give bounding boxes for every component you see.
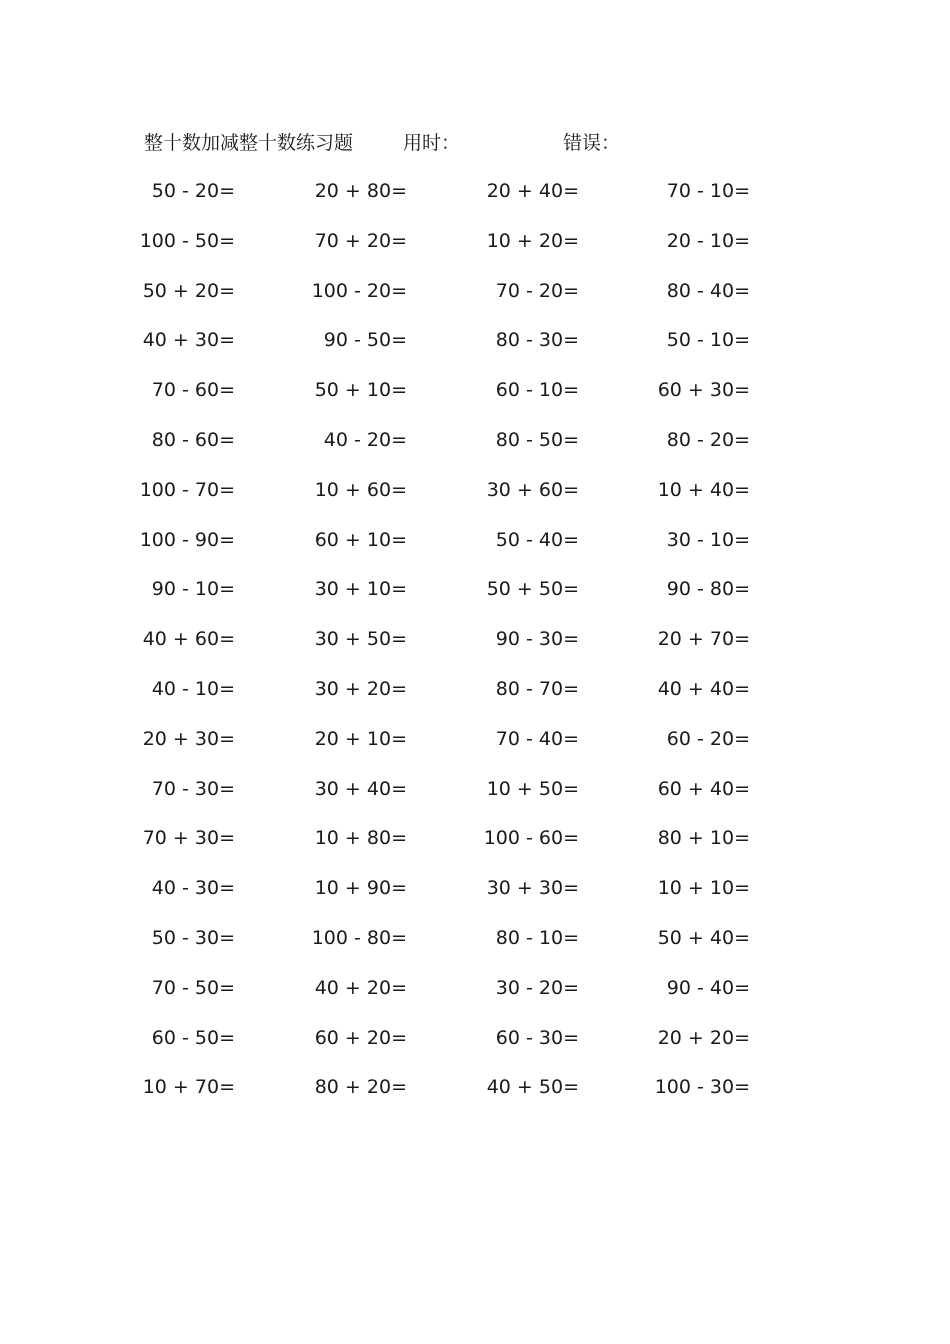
arithmetic-problem: 30 + 10= [314, 578, 407, 601]
arithmetic-problem: 40 - 10= [151, 677, 235, 700]
arithmetic-problem: 50 + 40= [657, 926, 750, 949]
arithmetic-problem: 70 - 30= [151, 777, 235, 800]
problem-row [0, 675, 950, 725]
arithmetic-problem: 80 + 20= [314, 1076, 407, 1099]
arithmetic-problem: 50 + 10= [314, 379, 407, 402]
arithmetic-problem: 60 - 50= [151, 1026, 235, 1049]
error-count-label: 错误： [563, 132, 621, 154]
problem-row [0, 575, 950, 625]
problem-row [0, 526, 950, 576]
arithmetic-problem: 10 + 20= [486, 229, 579, 252]
arithmetic-problem: 50 - 30= [151, 926, 235, 949]
arithmetic-problem: 30 - 20= [495, 976, 579, 999]
problem-row [0, 775, 950, 825]
problem-row [0, 277, 950, 327]
problem-row [0, 625, 950, 675]
arithmetic-problem: 100 - 70= [139, 478, 235, 501]
arithmetic-problem: 80 - 30= [495, 329, 579, 352]
arithmetic-problem: 60 - 20= [666, 727, 750, 750]
arithmetic-problem: 60 + 30= [657, 379, 750, 402]
arithmetic-problem: 10 + 10= [657, 877, 750, 900]
arithmetic-problem: 100 - 90= [139, 528, 235, 551]
arithmetic-problem: 60 + 10= [314, 528, 407, 551]
arithmetic-problem: 90 - 10= [151, 578, 235, 601]
arithmetic-problem: 40 + 60= [142, 628, 235, 651]
arithmetic-problem: 100 - 80= [311, 926, 407, 949]
arithmetic-problem: 100 - 50= [139, 229, 235, 252]
arithmetic-problem: 50 - 10= [666, 329, 750, 352]
arithmetic-problem: 20 + 70= [657, 628, 750, 651]
arithmetic-problem: 60 - 30= [495, 1026, 579, 1049]
arithmetic-problem: 10 + 80= [314, 827, 407, 850]
arithmetic-problem: 80 - 20= [666, 428, 750, 451]
arithmetic-problem: 80 - 60= [151, 428, 235, 451]
arithmetic-problem: 40 - 30= [151, 877, 235, 900]
arithmetic-problem: 10 + 70= [142, 1076, 235, 1099]
problem-row [0, 476, 950, 526]
problem-row [0, 1024, 950, 1074]
arithmetic-problem: 30 + 40= [314, 777, 407, 800]
arithmetic-problem: 40 + 30= [142, 329, 235, 352]
problem-row [0, 725, 950, 775]
arithmetic-problem: 80 - 10= [495, 926, 579, 949]
arithmetic-problem: 40 - 20= [323, 428, 407, 451]
arithmetic-problem: 20 + 10= [314, 727, 407, 750]
arithmetic-problem: 90 - 50= [323, 329, 407, 352]
problem-row [0, 974, 950, 1024]
arithmetic-problem: 30 + 20= [314, 677, 407, 700]
problem-row [0, 326, 950, 376]
arithmetic-problem: 30 + 50= [314, 628, 407, 651]
problem-row [0, 177, 950, 227]
arithmetic-problem: 10 + 50= [486, 777, 579, 800]
problem-grid [0, 177, 950, 1123]
worksheet-header [144, 130, 764, 156]
arithmetic-problem: 30 - 10= [666, 528, 750, 551]
arithmetic-problem: 70 + 30= [142, 827, 235, 850]
arithmetic-problem: 70 - 20= [495, 279, 579, 302]
problem-row [0, 1073, 950, 1123]
arithmetic-problem: 10 + 60= [314, 478, 407, 501]
arithmetic-problem: 30 + 60= [486, 478, 579, 501]
problem-row [0, 376, 950, 426]
arithmetic-problem: 40 + 40= [657, 677, 750, 700]
problem-row [0, 426, 950, 476]
problem-row [0, 924, 950, 974]
arithmetic-problem: 80 + 10= [657, 827, 750, 850]
arithmetic-problem: 60 - 10= [495, 379, 579, 402]
problem-row [0, 227, 950, 277]
arithmetic-problem: 40 + 50= [486, 1076, 579, 1099]
arithmetic-problem: 100 - 20= [311, 279, 407, 302]
problem-row [0, 824, 950, 874]
arithmetic-problem: 40 + 20= [314, 976, 407, 999]
arithmetic-problem: 70 - 40= [495, 727, 579, 750]
arithmetic-problem: 80 - 70= [495, 677, 579, 700]
arithmetic-problem: 100 - 30= [654, 1076, 750, 1099]
arithmetic-problem: 50 + 50= [486, 578, 579, 601]
arithmetic-problem: 20 + 20= [657, 1026, 750, 1049]
arithmetic-problem: 50 - 40= [495, 528, 579, 551]
arithmetic-problem: 60 + 40= [657, 777, 750, 800]
arithmetic-problem: 20 + 30= [142, 727, 235, 750]
arithmetic-problem: 80 - 40= [666, 279, 750, 302]
arithmetic-problem: 10 + 40= [657, 478, 750, 501]
arithmetic-problem: 20 + 40= [486, 180, 579, 202]
arithmetic-problem: 70 - 10= [666, 180, 750, 202]
problem-row [0, 874, 950, 924]
time-used-label: 用时： [403, 132, 461, 154]
worksheet-title: 整十数加减整十数练习题 [144, 132, 354, 154]
arithmetic-problem: 70 + 20= [314, 229, 407, 252]
arithmetic-problem: 70 - 60= [151, 379, 235, 402]
arithmetic-problem: 30 + 30= [486, 877, 579, 900]
arithmetic-problem: 90 - 40= [666, 976, 750, 999]
arithmetic-problem: 50 - 20= [151, 180, 235, 202]
arithmetic-problem: 20 - 10= [666, 229, 750, 252]
arithmetic-problem: 90 - 30= [495, 628, 579, 651]
arithmetic-problem: 80 - 50= [495, 428, 579, 451]
arithmetic-problem: 50 + 20= [142, 279, 235, 302]
arithmetic-problem: 60 + 20= [314, 1026, 407, 1049]
arithmetic-problem: 20 + 80= [314, 180, 407, 202]
arithmetic-problem: 70 - 50= [151, 976, 235, 999]
arithmetic-problem: 90 - 80= [666, 578, 750, 601]
arithmetic-problem: 100 - 60= [483, 827, 579, 850]
arithmetic-problem: 10 + 90= [314, 877, 407, 900]
